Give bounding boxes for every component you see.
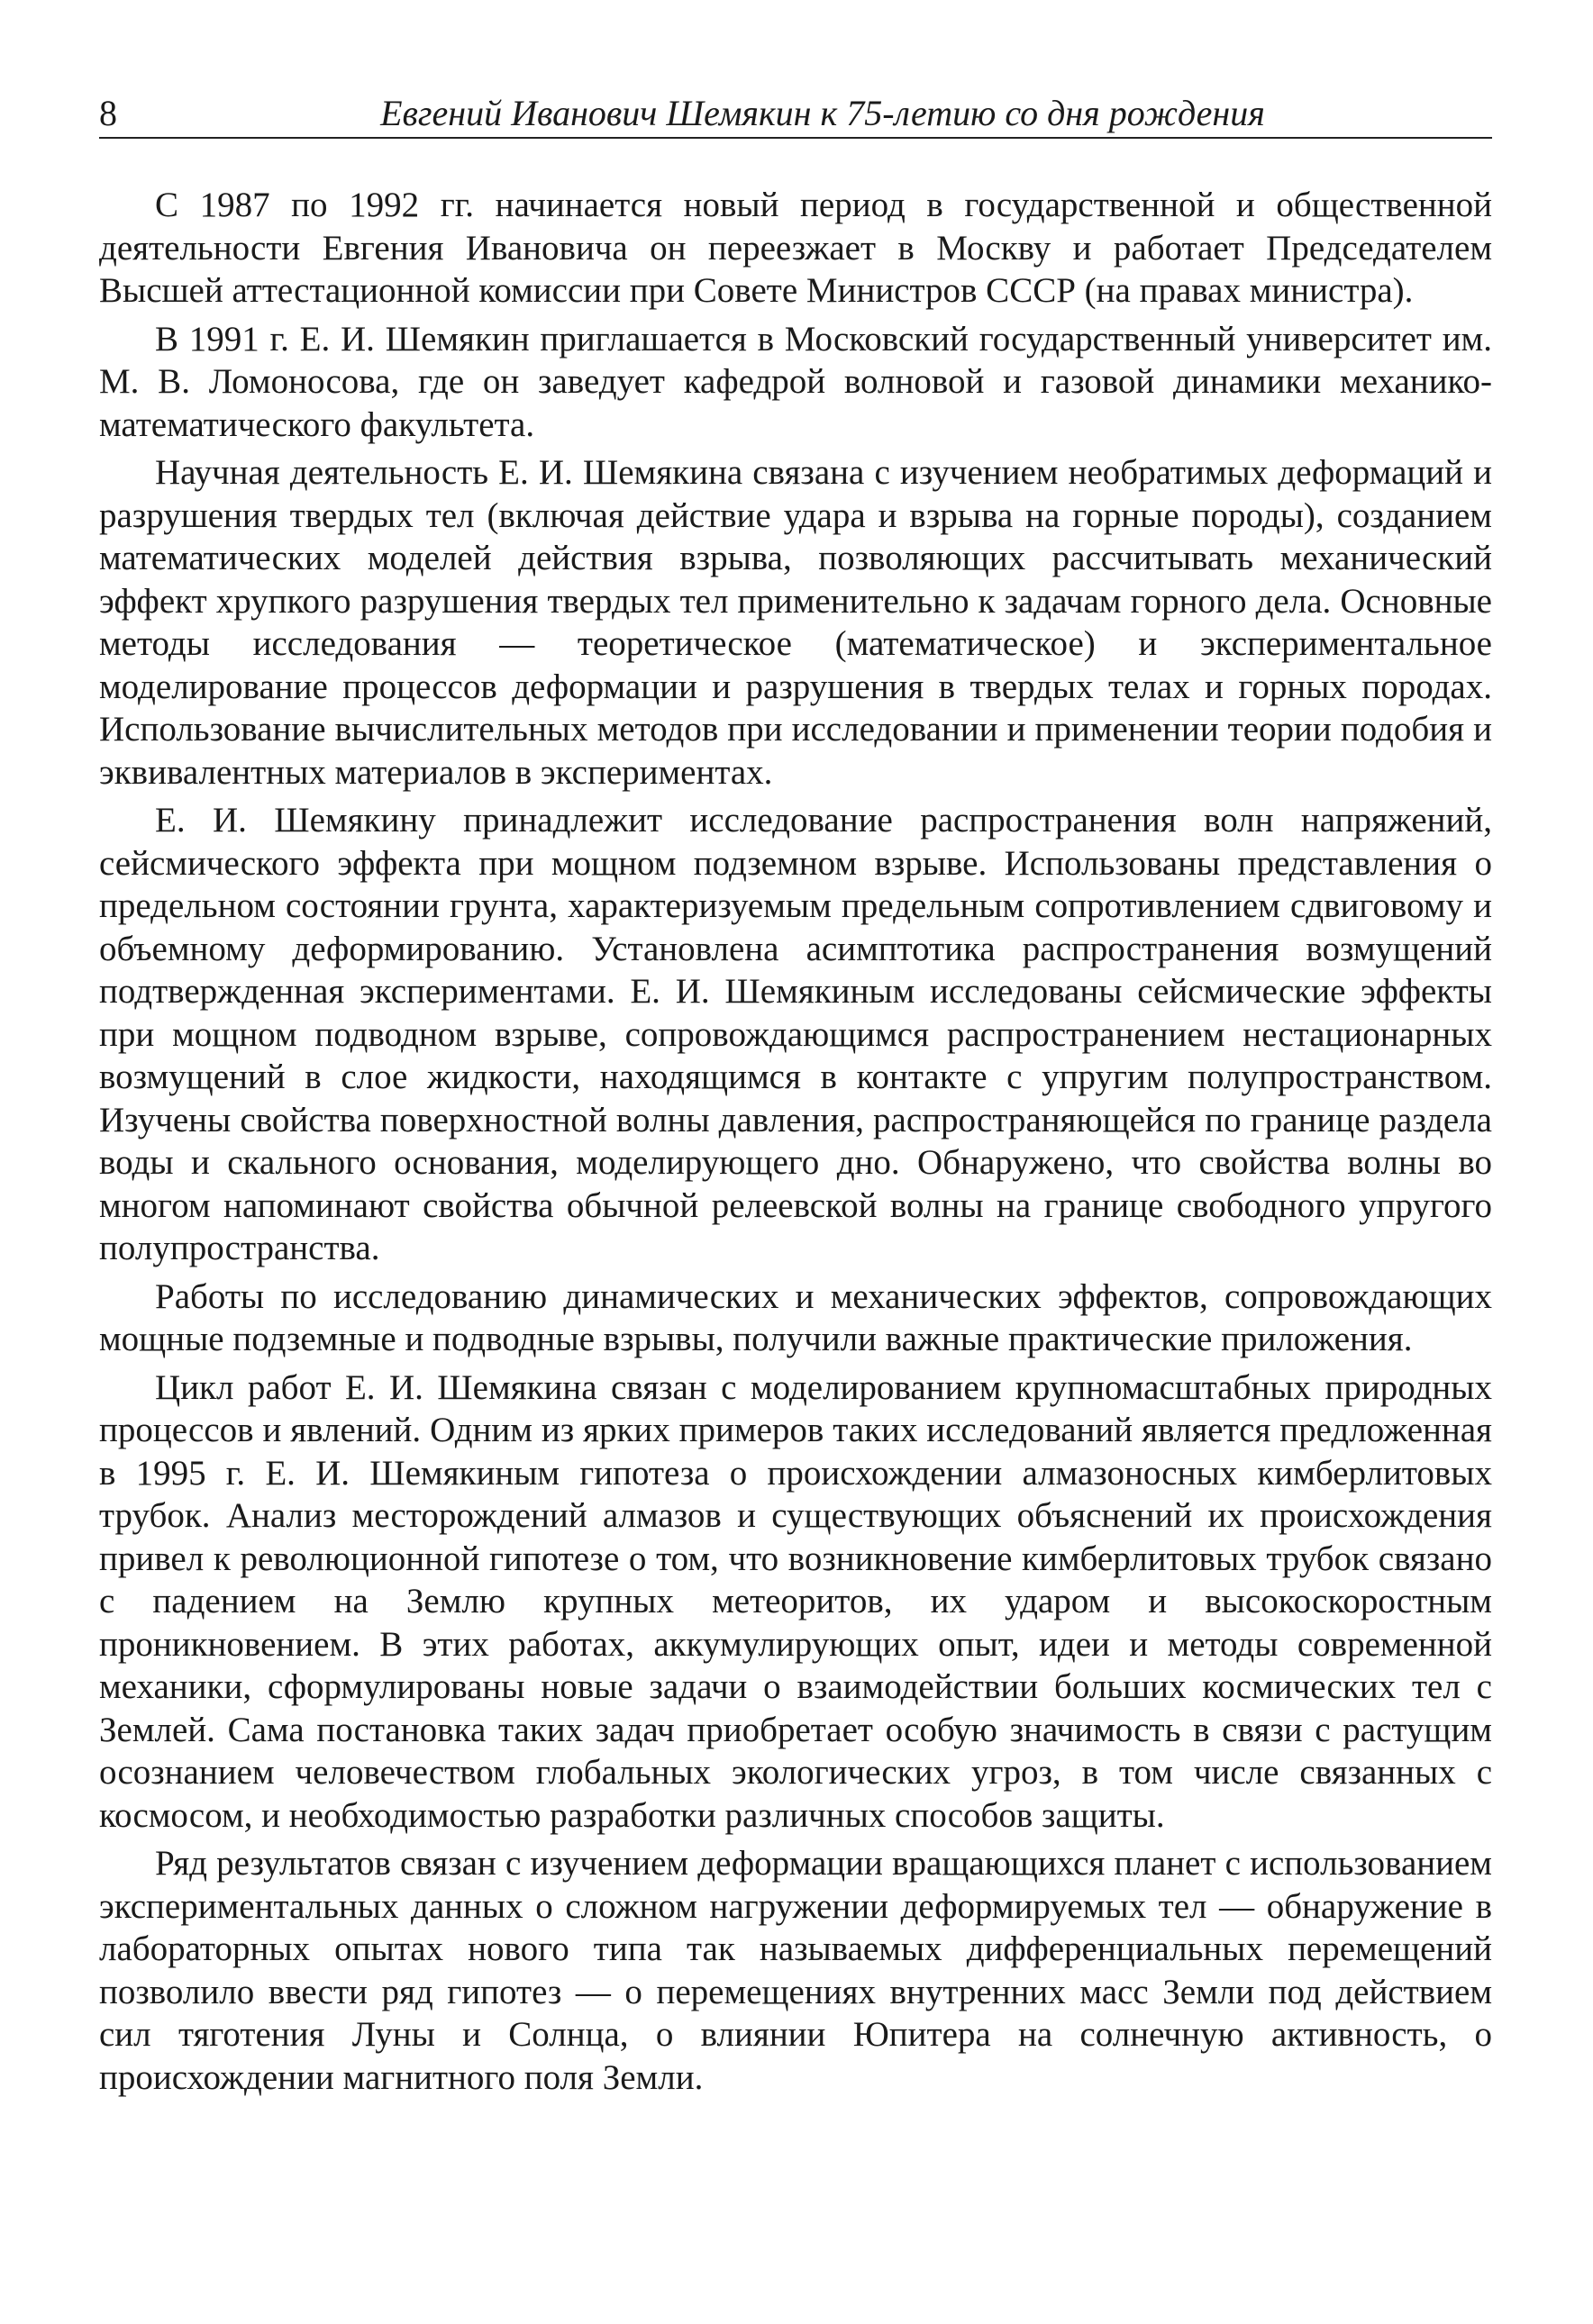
page-number: 8 [99, 93, 117, 133]
paragraph-7: Ряд результатов связан с изучением деформации вращающихся планет с использованием экспериментальных данных о сложном нагружении деформируемых тел — обнаружение в лабораторных опытах нового типа так называемых дифференциальных перемещений позволило ввести ряд гипотез — о перемещениях внутренних масс Земли под действием сил тяготения Луны и Солнца, о влиянии Юпитера на солнечную активность, о происхождении магнитного поля Земли. [99, 1844, 1492, 2097]
paragraph-3: Научная деятельность Е. И. Шемякина связана с изучением необратимых деформаций и разрушения твердых тел (включая действие удара и взрыва на горные породы), созданием математических моделей действия взрыва, позволяющих рассчитывать механический эффект хрупкого разрушения твердых тел применительно к задачам горного дела. Основные методы исследования — теоретическое (математическое) и экспериментальное моделирование процессов деформации и разрушения в твердых телах и горных породах. Использование вычислительных методов при исследовании и применении теории подобия и эквивалентных материалов в экспериментах. [99, 453, 1492, 792]
paragraph-1: С 1987 по 1992 гг. начинается новый период в государственной и общественной деятельности Евгения Ивановича он переезжает в Москву и работает Председателем Высшей аттестационной комиссии при Совете Министров СССР (на правах министра). [99, 186, 1492, 310]
paragraph-4: Е. И. Шемякину принадлежит исследование распространения волн напряжений, сейсмического эффекта при мощном подземном взрыве. Использованы представления о предельном состоянии грунта, характеризуемым предельным сопротивлением сдвиговому и объемному деформированию. Установлена асимптотика распространения возмущений подтвержденная экспериментами. Е. И. Шемякиным исследованы сейсмические эффекты при мощном подводном взрыве, сопровождающимся распространением нестационарных возмущений в слое жидкости, находящимся в контакте с упругим полупространством. Изучены свойства поверхностной волны давления, распространяющейся по границе раздела воды и скального основания, моделирующего дно. Обнаружено, что свойства волны во многом напоминают свойства обычной релеевской волны на границе свободного упругого полупространства. [99, 801, 1492, 1267]
paragraph-2: В 1991 г. Е. И. Шемякин приглашается в Московский государственный университет им. М. В. Ломоносова, где он заведует кафедрой волновой и газовой динамики механико-математического факультета. [99, 319, 1492, 444]
body-text [99, 184, 1492, 2099]
running-title: Евгений Иванович Шемякин к 75-летию со дня рождения [380, 93, 1265, 133]
paragraph-6: Цикл работ Е. И. Шемякина связан с моделированием крупномасштабных природных процессов и явлений. Одним из ярких примеров таких исследований является предложенная в 1995 г. Е. И. Шемякиным гипотеза о происхождении алмазоносных кимберлитовых трубок. Анализ месторождений алмазов и существующих объяснений их происхождения привел к революционной гипотезе о том, что возникновение кимберлитовых трубок связано с падением на Землю крупных метеоритов, их ударом и высокоскоростным проникновением. В этих работах, аккумулирующих опыт, идеи и методы современной механики, сформулированы новые задачи о взаимодействии больших космических тел с Землей. Сама постановка таких задач приобретает особую значимость в связи с растущим осознанием человечеством глобальных экологических угроз, в том числе связанных с космосом, и необходимостью разработки различных способов защиты. [99, 1367, 1492, 1835]
book-page [99, 86, 1492, 2099]
paragraph-5: Работы по исследованию динамических и механических эффектов, сопровождающих мощные подземные и подводные взрывы, получили важные практические приложения. [99, 1276, 1492, 1358]
running-head [99, 86, 1492, 139]
